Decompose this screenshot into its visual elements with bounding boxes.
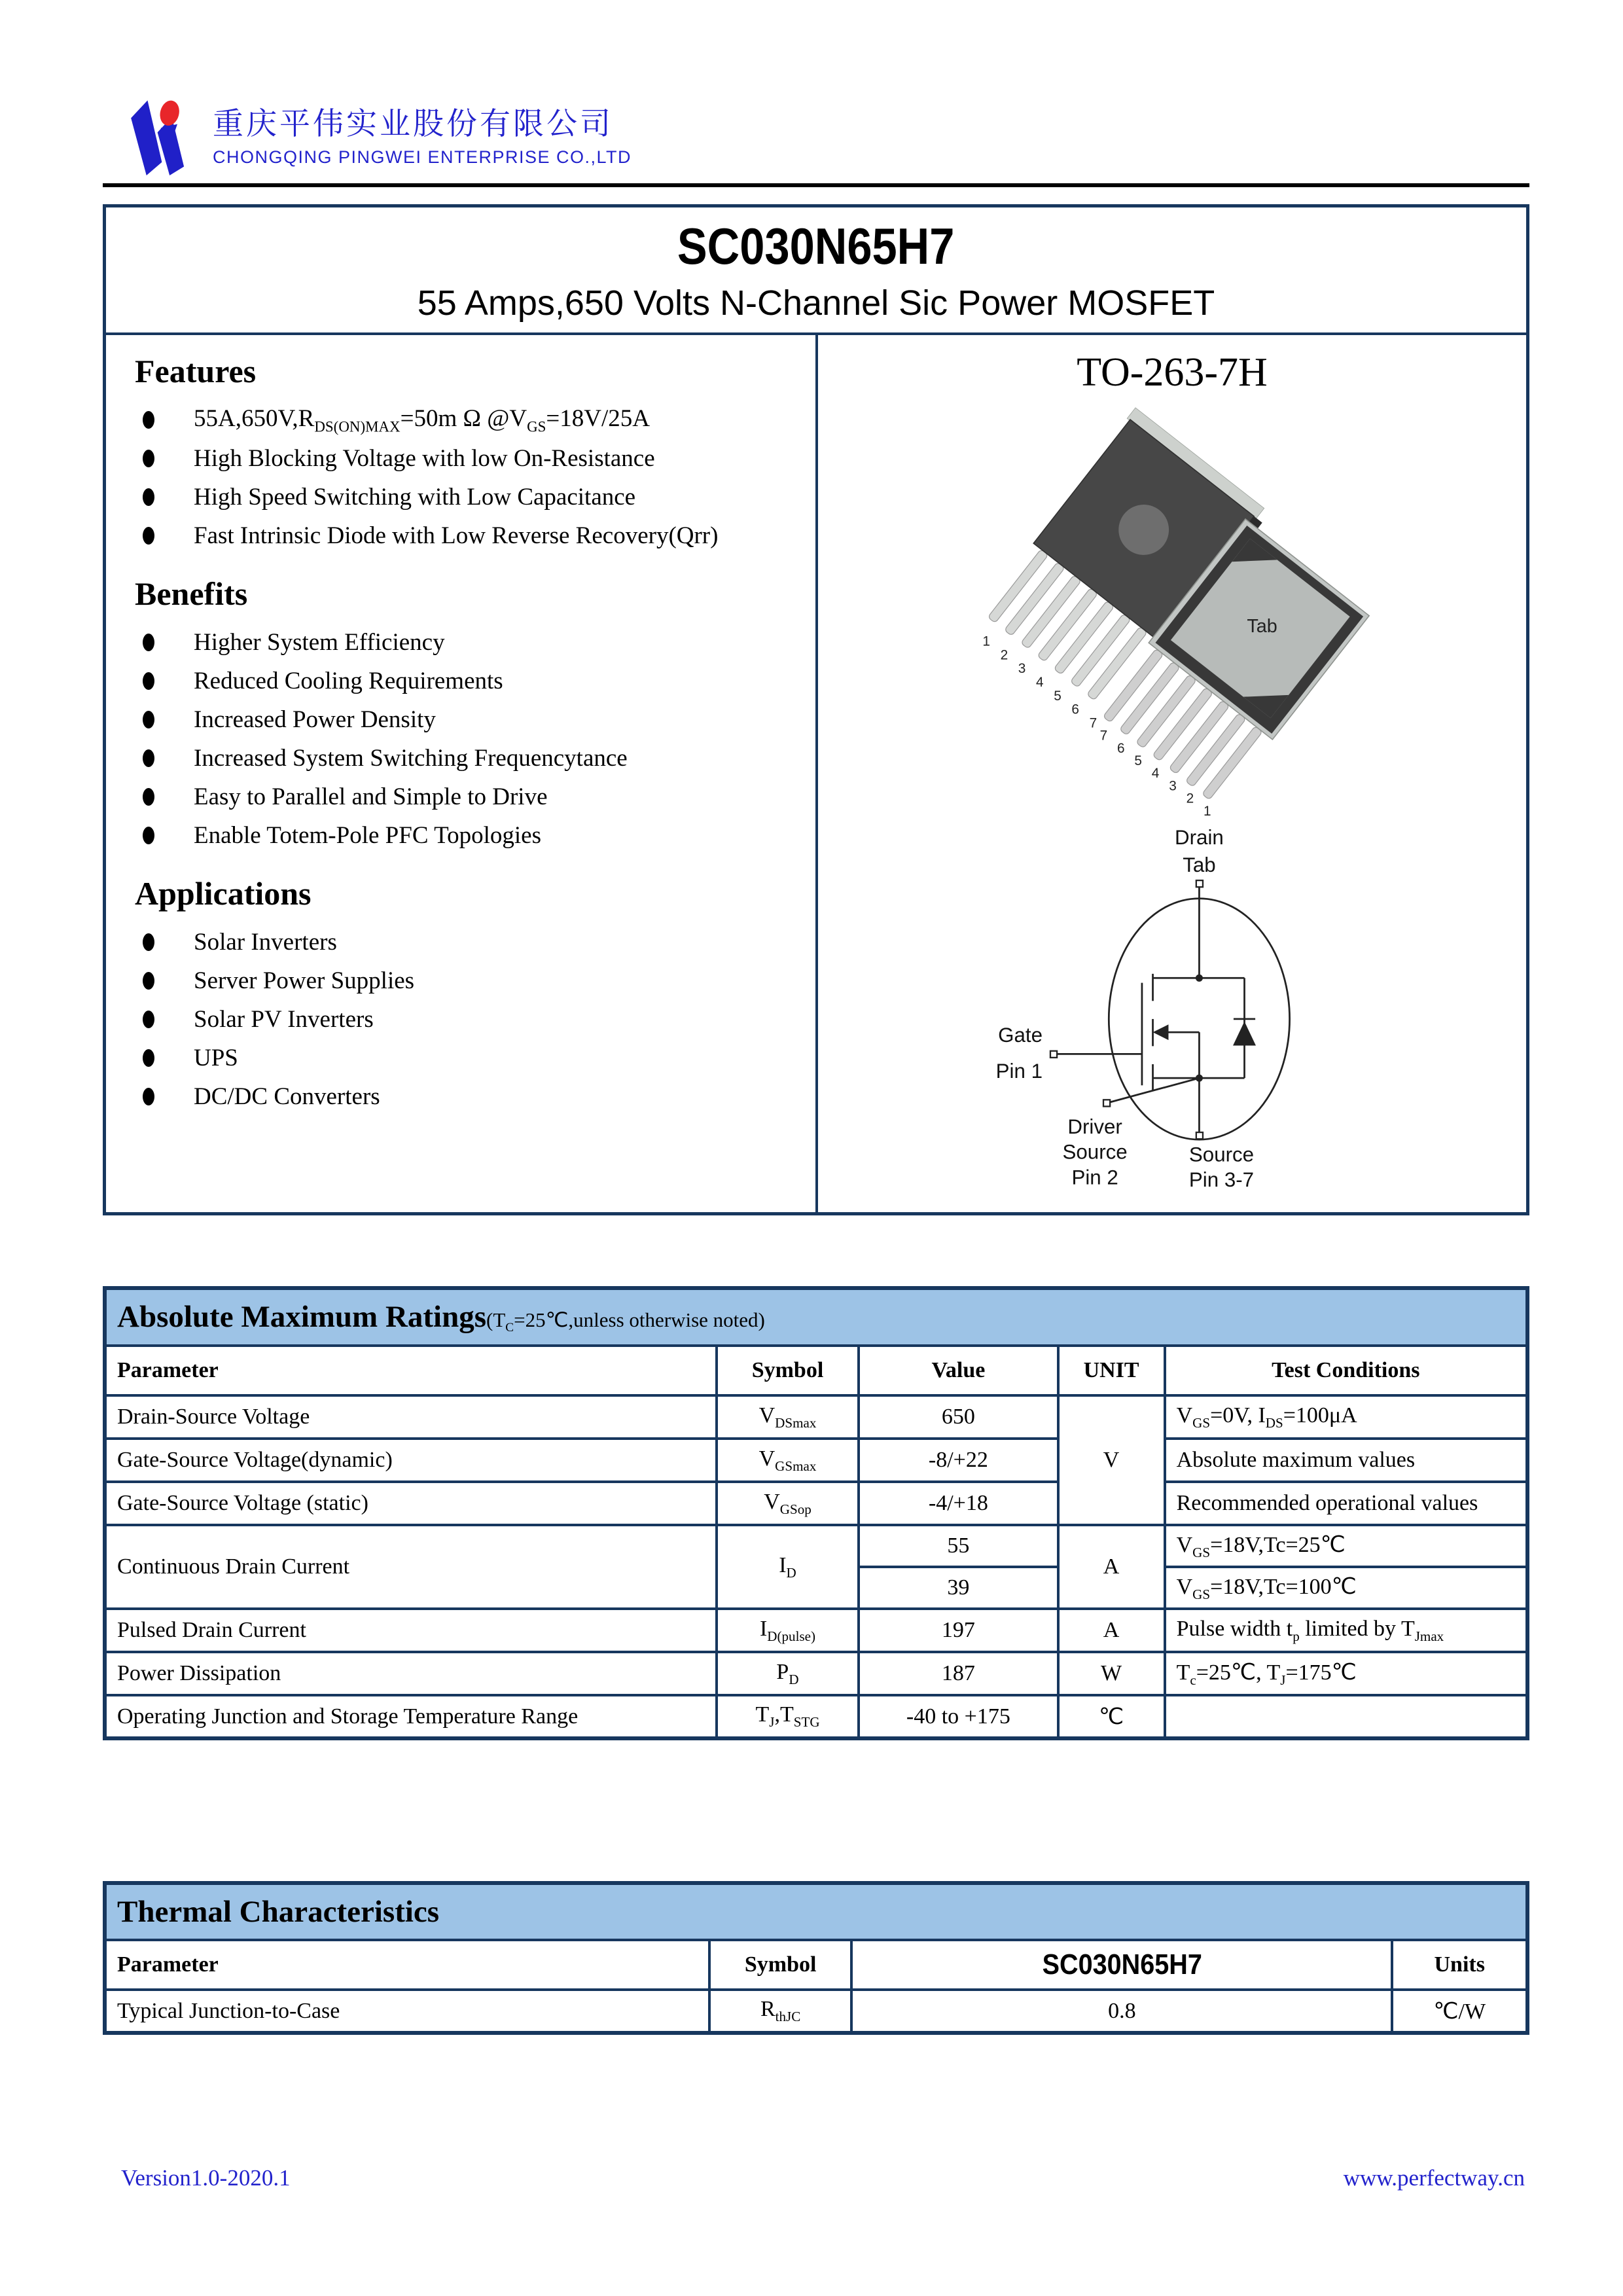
source-pin-label: Pin 3-7 — [1188, 1168, 1255, 1191]
features-heading: Features — [135, 353, 257, 389]
cell-unit: A — [1058, 1525, 1165, 1609]
list-item — [135, 816, 797, 855]
cell-value: 55 — [859, 1525, 1058, 1567]
cell-test: Recommended operational values — [1165, 1482, 1527, 1525]
thermal-part-number: SC030N65H7 — [1042, 1948, 1202, 1981]
bullet-icon — [143, 788, 154, 806]
benefit-text: Enable Totem-Pole PFC Topologies — [194, 822, 541, 849]
feature-text: Fast Intrinsic Diode with Low Reverse Recovery(Qrr) — [194, 522, 719, 549]
benefit-text: Easy to Parallel and Simple to Drive — [194, 783, 548, 810]
bullet-icon — [143, 672, 154, 690]
drain-pin-label: Tab — [1183, 853, 1216, 877]
table-band-row — [105, 1288, 1527, 1346]
table-row — [105, 1695, 1527, 1738]
abs-max-band — [105, 1288, 1527, 1346]
list-item — [135, 439, 797, 478]
bullet-icon — [143, 450, 154, 467]
driver-source-label-1: Driver — [1067, 1115, 1122, 1138]
thermal-table — [103, 1881, 1529, 2035]
website-link: www.perfectway.cn — [1343, 2165, 1525, 2191]
page-footer — [121, 2165, 1525, 2191]
col-symbol: Symbol — [709, 1940, 851, 1990]
cell-value: 197 — [859, 1609, 1058, 1652]
source-label: Source — [1188, 1143, 1255, 1166]
benefit-text: Increased Power Density — [194, 706, 436, 733]
cell-value: -40 to +175 — [859, 1695, 1058, 1738]
application-text: DC/DC Converters — [194, 1083, 380, 1110]
driver-source-label-2: Source — [1062, 1140, 1128, 1164]
table-row — [105, 1482, 1527, 1525]
pin-number: 5 — [1054, 688, 1061, 704]
cell-unit: V — [1058, 1395, 1165, 1525]
cell-parameter: Gate-Source Voltage (static) — [105, 1482, 717, 1525]
list-item — [135, 401, 797, 439]
bullet-icon — [143, 972, 154, 990]
col-symbol: Symbol — [717, 1346, 859, 1395]
table-row — [105, 1525, 1527, 1567]
abs-max-table — [103, 1286, 1529, 1740]
pin-number: 3 — [1169, 778, 1177, 794]
pin-number: 7 — [1099, 728, 1108, 744]
cell-parameter: Operating Junction and Storage Temperature Range — [105, 1695, 717, 1738]
package-name: TO-263-7H — [1077, 350, 1268, 395]
col-parameter: Parameter — [105, 1940, 709, 1990]
bullet-icon — [143, 527, 154, 545]
pin-number: 6 — [1117, 740, 1125, 756]
feature-text: High Speed Switching with Low Capacitance — [194, 484, 636, 511]
table-row — [105, 1439, 1527, 1482]
bullet-icon — [143, 411, 154, 429]
pin-number: 7 — [1089, 715, 1097, 731]
benefits-list — [135, 623, 797, 855]
cell-symbol: $I_D$ — [717, 1525, 859, 1609]
list-item — [135, 700, 797, 739]
bullet-icon — [143, 933, 154, 951]
applications-list — [135, 923, 797, 1116]
table-row — [105, 1990, 1527, 2033]
col-units: Units — [1392, 1940, 1527, 1990]
title-box — [103, 204, 1529, 1215]
applications-heading: Applications — [135, 875, 312, 912]
pin-number: 2 — [1186, 791, 1194, 806]
list-item — [135, 516, 797, 555]
company-header — [121, 98, 1529, 175]
drain-label: Drain — [1175, 825, 1224, 849]
header-divider — [103, 183, 1529, 187]
abs-max-title: Absolute Maximum Ratings — [117, 1300, 487, 1334]
bullet-icon — [143, 749, 154, 767]
cell-test: $T_c=25℃$, $T_J=175℃$ — [1165, 1652, 1527, 1695]
cell-symbol: $V_{GSmax}$ — [717, 1439, 859, 1482]
cell-symbol: $R_{thJC}$ — [709, 1990, 851, 2033]
application-text: Solar PV Inverters — [194, 1006, 374, 1033]
cell-parameter: Pulsed Drain Current — [105, 1609, 717, 1652]
table-row — [105, 1395, 1527, 1439]
pin-number: 6 — [1071, 702, 1079, 717]
cell-units: ℃/W — [1392, 1990, 1527, 2033]
cell-test: $V_{GS}=0V$, $I_{DS}=100\mu A$ — [1165, 1395, 1527, 1439]
list-item — [135, 1077, 797, 1116]
bullet-icon — [143, 1011, 154, 1028]
pin-number: 1 — [1204, 803, 1211, 817]
cell-unit: ℃ — [1058, 1695, 1165, 1738]
cell-value: -8/+22 — [859, 1439, 1058, 1482]
features-list — [135, 401, 797, 555]
title-body — [106, 335, 1526, 1212]
table-row — [105, 1652, 1527, 1695]
driver-source-pin-label: Pin 2 — [1071, 1166, 1118, 1189]
gate-pin-label: Pin 1 — [995, 1060, 1043, 1083]
application-text: Solar Inverters — [194, 929, 337, 956]
col-value: Value — [859, 1346, 1058, 1395]
part-subtitle: 55 Amps,650 Volts N-Channel Sic Power MOSFET — [417, 283, 1215, 323]
bullet-icon — [143, 827, 154, 844]
col-parameter: Parameter — [105, 1346, 717, 1395]
tab-label: Tab — [1247, 615, 1277, 637]
application-text: UPS — [194, 1045, 238, 1071]
table-band-row — [105, 1883, 1527, 1940]
list-item — [135, 778, 797, 816]
benefit-text: Increased System Switching Frequencytance — [194, 745, 628, 772]
cell-symbol: $V_{DSmax}$ — [717, 1395, 859, 1439]
cell-symbol: $T_J,T_{STG}$ — [717, 1695, 859, 1738]
bullet-icon — [143, 711, 154, 728]
list-item — [135, 739, 797, 778]
list-item — [135, 662, 797, 700]
thermal-band — [105, 1883, 1527, 1940]
pin-number: 1 — [982, 634, 990, 649]
cell-parameter: Power Dissipation — [105, 1652, 717, 1695]
cell-value: 650 — [859, 1395, 1058, 1439]
left-column — [106, 335, 818, 1212]
list-item — [135, 1000, 797, 1039]
cell-value: -4/+18 — [859, 1482, 1058, 1525]
pin-number: 5 — [1134, 753, 1142, 768]
title-head — [106, 207, 1526, 335]
col-test: Test Conditions — [1165, 1346, 1527, 1395]
benefit-text: Higher System Efficiency — [194, 629, 445, 656]
benefits-heading: Benefits — [135, 575, 248, 612]
col-part — [851, 1940, 1392, 1990]
table-header-row — [105, 1346, 1527, 1395]
cell-test — [1165, 1695, 1527, 1738]
company-name-cn: 重庆平伟实业股份有限公司 — [213, 106, 613, 141]
cell-parameter: Drain-Source Voltage — [105, 1395, 717, 1439]
pin-number: 2 — [1000, 647, 1008, 663]
bullet-icon — [143, 1049, 154, 1067]
cell-unit: A — [1058, 1609, 1165, 1652]
cell-value: 39 — [859, 1567, 1058, 1609]
col-unit: UNIT — [1058, 1346, 1165, 1395]
thermal-title: Thermal Characteristics — [117, 1895, 440, 1929]
cell-symbol: $V_{GSop}$ — [717, 1482, 859, 1525]
pin-number: 4 — [1036, 675, 1044, 690]
benefit-text: Reduced Cooling Requirements — [194, 668, 503, 694]
company-logo-icon — [121, 98, 198, 175]
cell-test: Absolute maximum values — [1165, 1439, 1527, 1482]
pin-number: 3 — [1018, 661, 1026, 677]
list-item — [135, 961, 797, 1000]
cell-symbol: $I_{D(pulse)}$ — [717, 1609, 859, 1652]
gate-label: Gate — [998, 1023, 1043, 1047]
abs-max-section — [103, 1286, 1529, 1740]
package-illustration — [910, 399, 1434, 817]
list-item — [135, 623, 797, 662]
pin-number: 4 — [1151, 766, 1160, 781]
cell-test: Pulse width $t_p$ limited by $T_{Jmax}$ — [1165, 1609, 1527, 1652]
list-item — [135, 478, 797, 516]
company-name-en: CHONGQING PINGWEI ENTERPRISE CO.,LTD — [213, 147, 632, 167]
version-label: Version1.0-2020.1 — [121, 2165, 291, 2191]
feature-text: High Blocking Voltage with low On-Resistance — [194, 445, 655, 472]
bullet-icon — [143, 634, 154, 651]
cell-unit: W — [1058, 1652, 1165, 1695]
feature-text: $55A,650V,R_{DS(ON)MAX}=50m$ Ω $@V_{GS}=18V/25A$ — [194, 404, 650, 435]
table-header-row — [105, 1940, 1527, 1990]
cell-symbol: $P_D$ — [717, 1652, 859, 1695]
bullet-icon — [143, 488, 154, 506]
cell-value: 0.8 — [851, 1990, 1392, 2033]
table-row — [105, 1609, 1527, 1652]
thermal-section — [103, 1881, 1529, 2035]
list-item — [135, 923, 797, 961]
bullet-icon — [143, 1088, 154, 1105]
cell-test: $V_{GS}=18V,Tc=25℃$ — [1165, 1525, 1527, 1567]
cell-value: 187 — [859, 1652, 1058, 1695]
company-name-block — [213, 98, 632, 168]
abs-max-note: ($T_C=25℃,unless$ otherwise noted) — [486, 1308, 765, 1335]
list-item — [135, 1039, 797, 1077]
right-column — [818, 335, 1526, 1212]
cell-parameter: Continuous Drain Current — [105, 1525, 717, 1609]
application-text: Server Power Supplies — [194, 967, 415, 994]
part-number: SC030N65H7 — [677, 217, 955, 275]
mosfet-symbol-diagram — [943, 820, 1401, 1194]
cell-test: $V_{GS}=18V,Tc=100℃$ — [1165, 1567, 1527, 1609]
cell-parameter: Typical Junction-to-Case — [105, 1990, 709, 2033]
cell-parameter: Gate-Source Voltage(dynamic) — [105, 1439, 717, 1482]
